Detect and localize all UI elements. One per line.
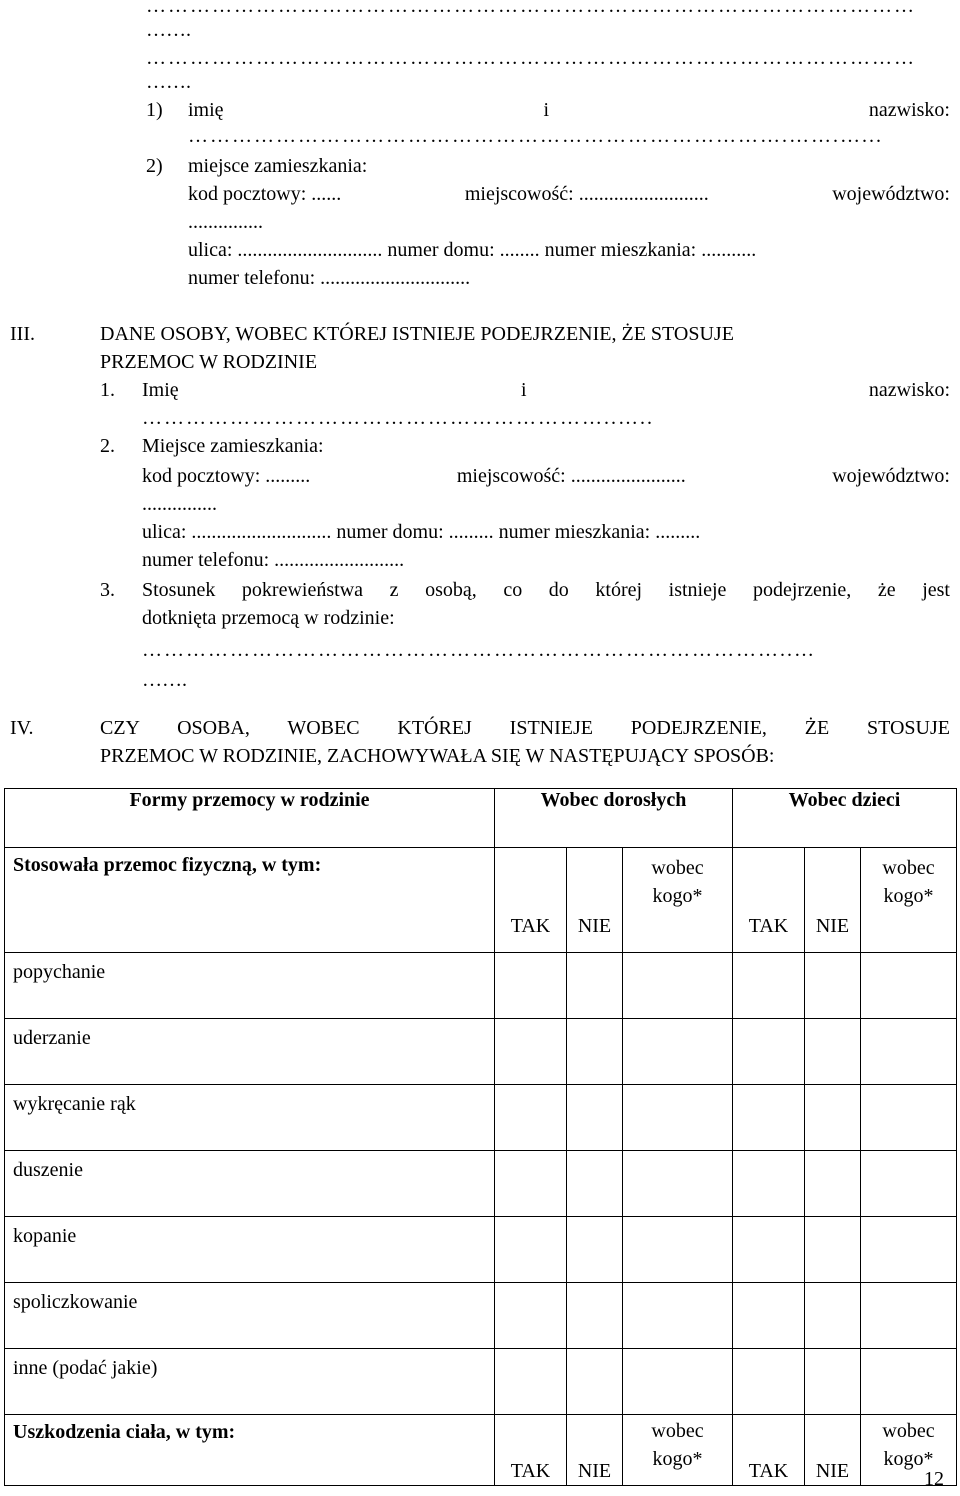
answer-cell[interactable] [567, 1349, 623, 1415]
table-row [5, 1151, 957, 1217]
row-label: wykręcanie rąk [5, 1085, 495, 1151]
answer-cell[interactable] [805, 1217, 861, 1283]
table-row [5, 1283, 957, 1349]
answer-cell[interactable] [805, 953, 861, 1019]
answer-cell[interactable] [861, 1085, 957, 1151]
page-number: 12 [924, 1468, 944, 1490]
nie-cell: NIE [567, 1415, 623, 1486]
row-label: spoliczkowanie [5, 1283, 495, 1349]
wobec-kogo-cell: wobec kogo* [623, 1415, 733, 1486]
nie-cell: NIE [567, 848, 623, 953]
answer-cell[interactable] [623, 1217, 733, 1283]
answer-cell[interactable] [495, 1349, 567, 1415]
answer-cell[interactable] [861, 1019, 957, 1085]
postal-city-province-line: kod pocztowy: ......... miejscowość: ....................... województwo: [142, 465, 950, 487]
header-children: Wobec dzieci [733, 789, 957, 848]
name-field-dots: ……………………………………………………………………….…….…... [188, 125, 883, 147]
postal-city-province-line: kod pocztowy: ...... miejscowość: .......................... województwo: [188, 183, 950, 205]
nie-cell: NIE [805, 848, 861, 953]
answer-cell[interactable] [733, 1019, 805, 1085]
street-line: ulica: ............................. numer domu: ........ numer mieszkania: ........... [188, 239, 757, 261]
table-row [5, 1217, 957, 1283]
answer-cell[interactable] [861, 1217, 957, 1283]
row-label: inne (podać jakie) [5, 1349, 495, 1415]
relationship-label: Stosunek pokrewieństwa z osobą, co do której istnieje podejrzenie, że jest [142, 579, 950, 601]
relationship-label-2: dotknięta przemocą w rodzinie: [142, 607, 395, 629]
table-group-row [5, 1415, 957, 1486]
table-row [5, 1349, 957, 1415]
row-label: kopanie [5, 1217, 495, 1283]
section-iii-title: DANE OSOBY, WOBEC KTÓREJ ISTNIEJE PODEJRZENIE, ŻE STOSUJE [100, 323, 734, 345]
group-label: Stosowała przemoc fizyczną, w tym: [5, 848, 495, 953]
answer-cell[interactable] [623, 1349, 733, 1415]
wobec-kogo-cell: wobec kogo* [861, 1415, 957, 1486]
tak-cell: TAK [495, 1415, 567, 1486]
row-label: duszenie [5, 1151, 495, 1217]
header-forms: Formy przemocy w rodzinie [5, 789, 495, 848]
answer-cell[interactable] [623, 1283, 733, 1349]
nie-cell: NIE [805, 1415, 861, 1486]
province-dots: ............... [142, 493, 217, 515]
answer-cell[interactable] [861, 1283, 957, 1349]
answer-cell[interactable] [733, 1283, 805, 1349]
name-field-label: Imię i nazwisko: [142, 379, 950, 401]
item-number: 1. [100, 379, 115, 401]
name-field-label: imię i nazwisko: [188, 99, 950, 121]
answer-cell[interactable] [567, 1019, 623, 1085]
address-label: miejsce zamieszkania: [188, 155, 368, 177]
table-header-row [5, 789, 957, 848]
wobec-kogo-cell: wobec kogo* [861, 848, 957, 953]
answer-cell[interactable] [567, 1217, 623, 1283]
answer-cell[interactable] [805, 1085, 861, 1151]
table-row [5, 953, 957, 1019]
dots-line: ……. [146, 19, 191, 41]
table-group-row [5, 848, 957, 953]
answer-cell[interactable] [733, 1349, 805, 1415]
answer-cell[interactable] [805, 1283, 861, 1349]
answer-cell[interactable] [861, 953, 957, 1019]
item-number: 3. [100, 579, 115, 601]
answer-cell[interactable] [567, 1283, 623, 1349]
row-label: uderzanie [5, 1019, 495, 1085]
answer-cell[interactable] [623, 1085, 733, 1151]
phone-line: numer telefonu: .......................... [142, 549, 405, 571]
header-adults: Wobec dorosłych [495, 789, 733, 848]
answer-cell[interactable] [495, 1217, 567, 1283]
section-iii-number: III. [10, 323, 35, 345]
dots-line: ……. [146, 71, 191, 93]
answer-cell[interactable] [495, 1283, 567, 1349]
phone-line: numer telefonu: .............................. [188, 267, 471, 289]
violence-forms-table [4, 788, 957, 1486]
answer-cell[interactable] [733, 1151, 805, 1217]
answer-cell[interactable] [805, 1349, 861, 1415]
name-field-dots: ………………………………………………………..….. [142, 407, 654, 429]
section-iv-number: IV. [10, 717, 34, 739]
table-row [5, 1019, 957, 1085]
answer-cell[interactable] [733, 1085, 805, 1151]
dots-line: …………………………………………………………………………………………… [146, 47, 916, 69]
dots-line: …………………………………………………………………………………………… [146, 0, 916, 17]
answer-cell[interactable] [567, 953, 623, 1019]
relationship-dots-2: ……. [142, 669, 187, 691]
tak-cell: TAK [733, 848, 805, 953]
answer-cell[interactable] [567, 1151, 623, 1217]
answer-cell[interactable] [861, 1151, 957, 1217]
section-iv-title: CZY OSOBA, WOBEC KTÓREJ ISTNIEJE PODEJRZENIE, ŻE STOSUJE [100, 717, 950, 739]
province-dots: ............... [188, 211, 263, 233]
answer-cell[interactable] [623, 953, 733, 1019]
table-row [5, 1085, 957, 1151]
item-number: 2. [100, 435, 115, 457]
answer-cell[interactable] [567, 1085, 623, 1151]
street-line: ulica: ............................ numer domu: ......... numer mieszkania: ......... [142, 521, 701, 543]
answer-cell[interactable] [805, 1019, 861, 1085]
group-label: Uszkodzenia ciała, w tym: [5, 1415, 495, 1486]
section-iii-title-2: PRZEMOC W RODZINIE [100, 351, 318, 373]
item-number: 1) [146, 99, 163, 121]
relationship-dots: ……………………………………………………………………………..… [142, 639, 816, 661]
answer-cell[interactable] [495, 1085, 567, 1151]
item-number: 2) [146, 155, 163, 177]
section-iv-title-2: PRZEMOC W RODZINIE, ZACHOWYWAŁA SIĘ W NASTĘPUJĄCY SPOSÓB: [100, 745, 775, 767]
wobec-kogo-cell: wobec kogo* [623, 848, 733, 953]
answer-cell[interactable] [861, 1349, 957, 1415]
tak-cell: TAK [495, 848, 567, 953]
answer-cell[interactable] [733, 1217, 805, 1283]
answer-cell[interactable] [495, 1151, 567, 1217]
address-label: Miejsce zamieszkania: [142, 435, 324, 457]
answer-cell[interactable] [623, 1151, 733, 1217]
answer-cell[interactable] [495, 1019, 567, 1085]
answer-cell[interactable] [805, 1151, 861, 1217]
answer-cell[interactable] [495, 953, 567, 1019]
answer-cell[interactable] [623, 1019, 733, 1085]
answer-cell[interactable] [733, 953, 805, 1019]
row-label: popychanie [5, 953, 495, 1019]
tak-cell: TAK [733, 1415, 805, 1486]
